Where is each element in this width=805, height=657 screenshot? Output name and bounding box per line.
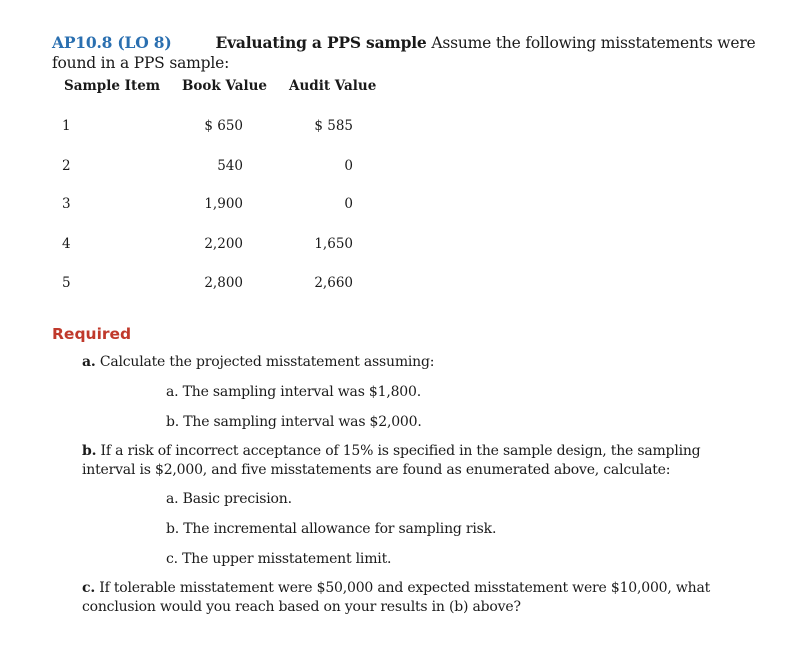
table-row-1-audit: $ 585 xyxy=(314,118,353,134)
table-row-5-book: 2,800 xyxy=(204,275,243,291)
table-row-5-audit: 2,660 xyxy=(314,275,353,291)
question-b xyxy=(82,443,700,459)
table-row-5-item: 5 xyxy=(62,275,71,291)
problem-intro-continued: found in a PPS sample: xyxy=(52,54,230,72)
table-row-1-book: $ 650 xyxy=(204,118,243,134)
table-row-2-book: 540 xyxy=(217,158,243,174)
table-row-4-audit: 1,650 xyxy=(314,236,353,252)
problem-intro: Assume the following misstatements were xyxy=(431,34,756,52)
table-row-4-item: 4 xyxy=(62,236,71,252)
question-b-sub-a: a. Basic precision. xyxy=(166,491,292,507)
question-b-sub-c: c. The upper misstatement limit. xyxy=(166,551,392,567)
question-b-text-line1: If a risk of incorrect acceptance of 15% is specified in the sample design, the sampling xyxy=(100,443,701,459)
table-row-1-item: 1 xyxy=(62,118,71,134)
table-row-3-item: 3 xyxy=(62,196,71,212)
table-row-3-audit: 0 xyxy=(344,196,353,212)
question-b-sub-b: b. The incremental allowance for sampling risk. xyxy=(166,521,497,537)
question-c-text-line2: conclusion would you reach based on your results in (b) above? xyxy=(82,599,521,615)
question-a-text: Calculate the projected misstatement assuming: xyxy=(99,354,435,370)
problem-code: AP10.8 (LO 8) xyxy=(52,33,172,52)
question-b-label: b. xyxy=(82,443,97,459)
table-row-3-book: 1,900 xyxy=(204,196,243,212)
question-c-label: c. xyxy=(82,580,95,596)
table-row-2-audit: 0 xyxy=(344,158,353,174)
table-row-2-item: 2 xyxy=(62,158,71,174)
required-heading: Required xyxy=(52,325,132,343)
question-c xyxy=(82,580,710,596)
table-row-4-book: 2,200 xyxy=(204,236,243,252)
header-sample-item: Sample Item xyxy=(64,78,161,94)
question-a xyxy=(82,354,434,370)
header-audit-value: Audit Value xyxy=(289,78,377,94)
question-c-text-line1: If tolerable misstatement were $50,000 and expected misstatement were $10,000, what xyxy=(99,580,711,596)
question-a-label: a. xyxy=(82,354,96,370)
question-a-sub-b: b. The sampling interval was $2,000. xyxy=(166,414,422,430)
question-a-sub-a: a. The sampling interval was $1,800. xyxy=(166,384,421,400)
header-book-value: Book Value xyxy=(182,78,267,94)
problem-title xyxy=(52,33,756,52)
question-b-text-line2: interval is $2,000, and five misstatements are found as enumerated above, calculate: xyxy=(82,462,671,478)
problem-heading: Evaluating a PPS sample xyxy=(215,33,427,52)
